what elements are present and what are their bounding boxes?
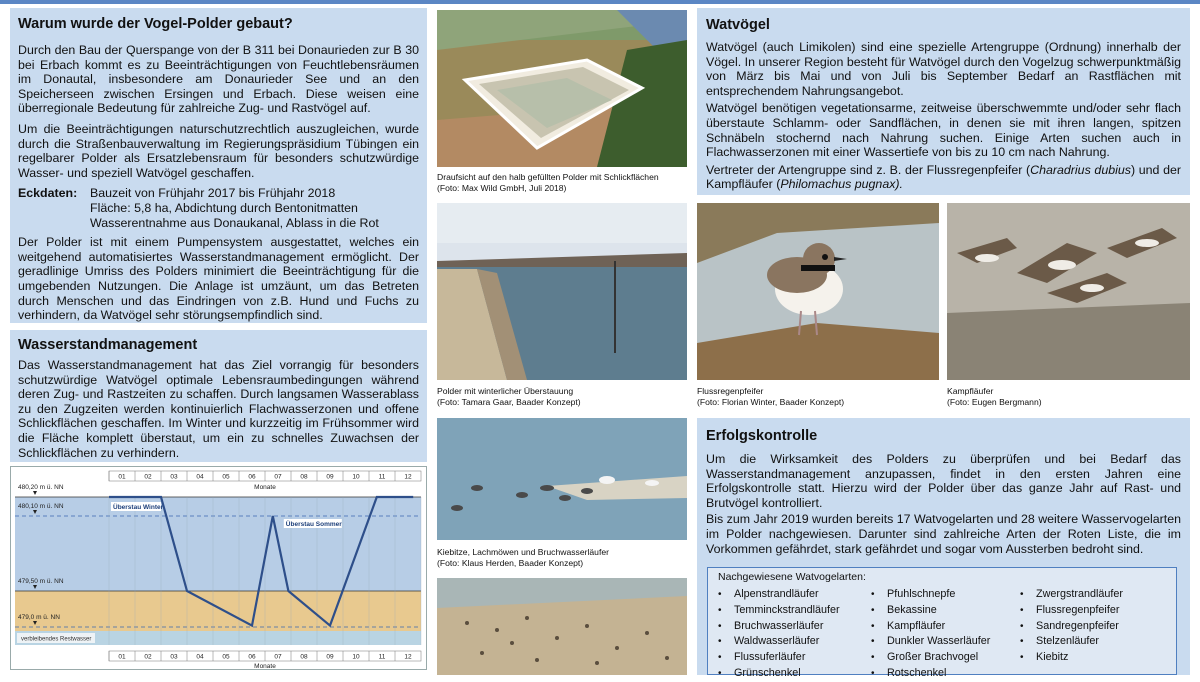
kampflaeufer-photo: [947, 203, 1190, 380]
polder-paragraph-3: Der Polder ist mit einem Pumpensystem ausgestattet, welches ein weitgehend automatisiertes Wasserstandmanagement ermöglicht. Der geradlinige Umriss des Polders minimiert die Beeinträchtigung für die umgebenden Nutzungen. Die Anlage ist umzäunt, um das Betreten durch Menschen und das Eindringen von z.B. Hund und Fuchs zu verhindern, da Watvögel sehr störungsempfindlich sind.: [18, 235, 419, 323]
kiebitz-caption-line: Kiebitze, Lachmöwen und Bruchwasserläufer: [437, 547, 609, 557]
species-list-box: [707, 567, 1177, 679]
species-item: • Sandregenpfeifer: [1020, 619, 1123, 635]
month-tick-label: 11: [378, 473, 386, 481]
month-tick-label: 02: [144, 473, 152, 481]
level-marker: [33, 491, 37, 495]
month-tick-label: 12: [404, 653, 412, 661]
kampflaeufer-caption-line: Kampfläufer: [947, 386, 994, 396]
species-list-title: Nachgewiesene Watvogelarten:: [718, 571, 866, 583]
level-label: 479,50 m ü. NN: [18, 578, 64, 585]
month-tick-label: 03: [170, 473, 178, 481]
watvoegel-paragraph-3: [706, 163, 1181, 192]
watvoegel-title: Watvögel: [706, 17, 770, 33]
winter-caption: [437, 386, 581, 408]
level-label: 480,20 m ü. NN: [18, 484, 64, 491]
month-tick-label: 05: [222, 653, 230, 661]
flussregenpfeifer-caption: [697, 386, 844, 408]
kiebitz-caption-credit: (Foto: Klaus Herden, Baader Konzept): [437, 558, 584, 568]
eckdaten-item: Wasserentnahme aus Donaukanal, Ablass in die Rot: [90, 215, 379, 230]
species-item: • Dunkler Wasserläufer: [871, 634, 990, 650]
species-item: • Rotschenkel: [871, 666, 990, 682]
winter-caption-credit: (Foto: Tamara Gaar, Baader Konzept): [437, 397, 581, 407]
x-axis-label: Monate: [254, 663, 276, 669]
species-item: • Temminckstrandläufer: [718, 603, 840, 619]
erfolg-paragraph-1: Um die Wirksamkeit des Polders zu überprüfen und bei Bedarf das Wasserstandmanagement anzupassen, findet in den ersten Jahren eine Erfolgskontrolle statt. Hierzu wird der Polder über das ganze Jahr auf Rast- und Brutvögel kontrolliert.: [706, 452, 1181, 510]
flussregenpfeifer-caption-credit: (Foto: Florian Winter, Baader Konzept): [697, 397, 845, 407]
month-tick-label: 08: [300, 653, 308, 661]
level-label: 480,10 m ü. NN: [18, 503, 64, 510]
aerial-caption-line: Draufsicht auf den halb gefüllten Polder mit Schlickflächen: [437, 172, 659, 182]
species-column-3: [1020, 587, 1123, 666]
flussregenpfeifer-photo: [697, 203, 939, 380]
month-tick-label: 12: [404, 473, 412, 481]
month-tick-label: 07: [274, 473, 282, 481]
x-axis-label: Monate: [254, 484, 276, 491]
species-item: • Grünschenkel: [718, 666, 840, 682]
eckdaten-item: Bauzeit von Frühjahr 2017 bis Frühjahr 2018: [90, 186, 336, 201]
species-item: • Kiebitz: [1020, 650, 1123, 666]
polder-title: Warum wurde der Vogel-Polder gebaut?: [18, 16, 293, 32]
wasser-title: Wasserstandmanagement: [18, 337, 198, 353]
month-tick-label: 08: [300, 473, 308, 481]
water-level-chart: [10, 466, 427, 670]
month-tick-label: 01: [118, 653, 126, 661]
annotation-summer: Überstau Sommer: [285, 521, 342, 528]
month-tick-label: 11: [378, 653, 386, 661]
month-tick-label: 06: [248, 653, 256, 661]
species-item: • Pfuhlschnepfe: [871, 587, 990, 603]
wasser-section: [10, 330, 427, 462]
watvoegel-text: ) und der Kampfläufer (: [706, 162, 1182, 192]
kampflaeufer-caption: [947, 386, 1042, 408]
flock-photo: [437, 578, 687, 675]
aerial-caption: [437, 172, 659, 194]
species-item: • Stelzenläufer: [1020, 634, 1123, 650]
species-column-2: [871, 587, 990, 682]
month-tick-label: 03: [170, 653, 178, 661]
polder-section: [10, 8, 427, 323]
month-tick-label: 09: [326, 473, 334, 481]
month-tick-label: 04: [196, 473, 204, 481]
month-tick-label: 10: [352, 473, 360, 481]
kiebitz-caption: [437, 547, 609, 569]
species-item: • Alpenstrandläufer: [718, 587, 840, 603]
species-item: • Waldwasserläufer: [718, 634, 840, 650]
winter-caption-line: Polder mit winterlicher Überstauung: [437, 386, 574, 396]
month-tick-label: 07: [274, 653, 282, 661]
kiebitz-photo: [437, 418, 687, 540]
species-item: • Bruchwasserläufer: [718, 619, 840, 635]
month-tick-label: 01: [118, 473, 126, 481]
aerial-caption-credit: (Foto: Max Wild GmbH, Juli 2018): [437, 183, 567, 193]
watvoegel-text: Vertreter der Artengruppe sind z. B. der Flussregenpfeifer (: [706, 162, 1031, 177]
eckdaten: [18, 186, 419, 230]
erfolg-title: Erfolgskontrolle: [706, 428, 818, 444]
month-tick-label: 02: [144, 653, 152, 661]
wasser-paragraph: Das Wasserstandmanagement hat das Ziel vorrangig für besonders schutzwürdige Watvögel optimale Lebensraumbedingungen während deren Zug- und Rastzeiten zu schaffen. Durch langsamen Wasserablass zu den Zugzeiten werden kontinuierlich Flachwasserzonen und offene Schlickflächen geschaffen. Im Winter und kurzzeitig im Frühsommer wird die Fläche komplett überstaut, um ein zu schnelles Zuwachsen der Schlickflächen zu verhindern.: [18, 358, 419, 460]
species-item: • Großer Brachvogel: [871, 650, 990, 666]
month-tick-label: 04: [196, 653, 204, 661]
species-item: • Kampfläufer: [871, 619, 990, 635]
watvoegel-paragraph-2: Watvögel benötigen vegetationsarme, zeitweise überschwemmte und/oder sehr flach überstaute Schlamm- oder Sandflächen, in denen sie mit ihren langen, spitzen Schnäbeln stochernd nach Nahrung suchen. Einige Arten suchen auch in Flachwasserzonen mit einer Wassertiefe von bis zu 10 cm nach Nahrung.: [706, 101, 1181, 160]
month-tick-label: 06: [248, 473, 256, 481]
species-item: • Zwergstrandläufer: [1020, 587, 1123, 603]
species-item: • Flussregenpfeifer: [1020, 603, 1123, 619]
species-name: Charadrius dubius: [1030, 162, 1131, 177]
month-tick-label: 09: [326, 653, 334, 661]
winter-photo: [437, 203, 687, 380]
species-item: • Bekassine: [871, 603, 990, 619]
polder-paragraph-2: Um die Beeinträchtigungen naturschutzrechtlich auszugleichen, wurde durch die Straßenbauverwaltung im Regierungspräsidium Tübingen ein regelbarer Polder als Ersatzlebensraum für besonders schutzwürdige Wasser- und speziell Watvögel geschaffen.: [18, 121, 419, 180]
watvoegel-paragraph-1: Watvögel (auch Limikolen) sind eine spezielle Artengruppe (Ordnung) innerhalb der Vögel. In unserer Region besteht für Watvögel durch den Vogelzug schwerpunktmäßig von März bis Mai und von Juli bis September Bedarf an Rastflächen mit entsprechendem Nahrungsangebot.: [706, 40, 1181, 98]
month-tick-label: 05: [222, 473, 230, 481]
kampflaeufer-caption-credit: (Foto: Eugen Bergmann): [947, 397, 1042, 407]
annotation-winter: Überstau Winter: [113, 504, 164, 511]
eckdaten-item: Fläche: 5,8 ha, Abdichtung durch Bentonitmatten: [90, 200, 358, 215]
top-accent-bar: [0, 0, 1200, 4]
flussregenpfeifer-caption-line: Flussregenpfeifer: [697, 386, 764, 396]
aerial-photo: [437, 10, 687, 167]
annotation-rest: verbleibendes Restwasser: [21, 636, 92, 643]
polder-paragraph-1: Durch den Bau der Querspange von der B 311 bei Donaurieden zur B 30 bei Erbach kommt es zu Beeinträchtigungen von Feuchtlebensräumen im Donautal, insbesondere am Donaurieder See und an den Speicherseen zwischen Ersingen und Erbach. Diese weisen eine überregionale Bedeutung für zahlreiche Zug- und Rastvögel auf.: [18, 43, 419, 116]
species-name: Philomachus pugnax).: [780, 177, 903, 192]
species-item: • Flussuferläufer: [718, 650, 840, 666]
erfolg-paragraph-2: Bis zum Jahr 2019 wurden bereits 17 Watvogelarten und 28 weitere Wasservogelarten im Polder nachgewiesen. Darunter sind zahlreiche Arten der Roten Liste, die im Vorkommen gefährdet, stark gefährdet und sogar vom Aussterben bedroht sind.: [706, 512, 1181, 556]
water-level-chart-svg: [11, 467, 426, 669]
month-tick-label: 10: [352, 653, 360, 661]
watvoegel-section: [697, 8, 1190, 195]
eckdaten-label: Eckdaten:: [18, 186, 78, 201]
level-label: 479,0 m ü. NN: [18, 614, 60, 621]
species-column-1: [718, 587, 840, 682]
